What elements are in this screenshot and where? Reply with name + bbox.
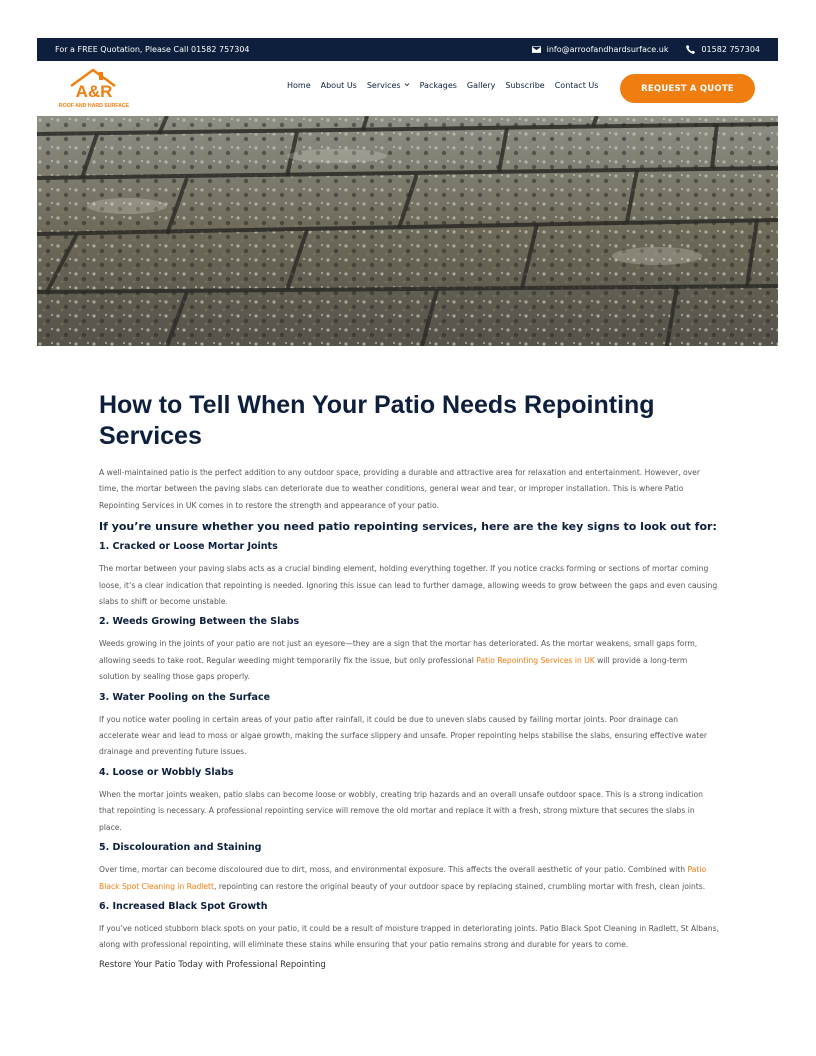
section-text-3: If you notice water pooling in certain areas of your patio after rainfall, it could be due to uneven slabs caused by failing mortar joints. Poor drainage can accelerate wear and lead to moss or algae growth, making the surface slippery and unsafe. Proper repointing helps stabilise the slabs, ensuring effective water drainage and preventing future issues. bbox=[99, 714, 708, 757]
closing-text: Restore Your Patio Today with Professional Repointing bbox=[99, 959, 326, 970]
nav-contact-us[interactable]: Contact Us bbox=[554, 81, 599, 90]
section-text-4: When the mortar joints weaken, patio slabs can become loose or wobbly, creating trip hazards and an overall unsafe outdoor space. This is a strong indication that repointing is necessary. A professional repointing service will remove the old mortar and replace it with a fresh, strong mixture that secures the slabs in place. bbox=[99, 789, 703, 832]
phone-link[interactable]: 01582 757304 bbox=[701, 45, 760, 54]
phone-icon bbox=[686, 45, 695, 54]
nav-packages[interactable]: Packages bbox=[419, 81, 457, 90]
company-logo[interactable] bbox=[55, 66, 133, 110]
main-nav bbox=[287, 81, 598, 90]
section-text-5-after: , repointing can restore the original beauty of your outdoor space by replacing stained, crumbling mortar with fresh, clean joints. bbox=[214, 881, 706, 891]
section-text-2 bbox=[99, 636, 719, 685]
section-text-6: If you’ve noticed stubborn black spots on your patio, it could be a result of moisture trapped in deteriorating joints. Patio Black Spot Cleaning in Radlett, St Albans, along with professional repointing, will eliminate these stains while ensuring that your patio remains strong and durable for years to come. bbox=[99, 923, 719, 950]
section-text-5-before: Over time, mortar can become discoloured due to dirt, moss, and environmental exposure. This affects the overall aesthetic of your patio. Combined with bbox=[99, 865, 688, 875]
hero-patio-image bbox=[37, 116, 778, 346]
section-heading-3: 3. Water Pooling on the Surface bbox=[99, 691, 271, 703]
contact-links bbox=[532, 45, 760, 54]
site-header bbox=[37, 61, 778, 116]
nav-home[interactable]: Home bbox=[287, 81, 311, 90]
repointing-services-link[interactable]: Patio Repointing Services in UK bbox=[476, 655, 595, 665]
article-title: How to Tell When Your Patio Needs Repointing Services bbox=[99, 391, 655, 450]
signs-lead-heading: If you’re unsure whether you need patio repointing services, here are the key signs to look out for: bbox=[99, 520, 717, 534]
section-heading-5: 5. Discolouration and Staining bbox=[99, 842, 262, 854]
chevron-down-icon bbox=[404, 81, 410, 90]
request-quote-button[interactable]: REQUEST A QUOTE bbox=[620, 74, 755, 103]
section-text-2-after: will provide a long-term solution by sealing those gaps properly. bbox=[99, 655, 688, 682]
top-contact-bar bbox=[37, 38, 778, 61]
article bbox=[99, 390, 719, 970]
section-text-1: The mortar between your paving slabs acts as a crucial binding element, holding everything together. If you notice cracks forming or sections of mortar coming loose, it’s a clear indication that repointing is needed. Ignoring this issue can lead to further damage, allowing weeds to grow between the gaps and even causing slabs to shift or become unstable. bbox=[99, 564, 718, 607]
nav-about-us[interactable]: About Us bbox=[320, 81, 357, 90]
email-link[interactable]: info@arroofandhardsurface.uk bbox=[546, 45, 669, 54]
svg-text:ROOF AND HARD SURFACE: ROOF AND HARD SURFACE bbox=[58, 103, 130, 109]
section-heading-2: 2. Weeds Growing Between the Slabs bbox=[99, 616, 300, 628]
section-heading-1: 1. Cracked or Loose Mortar Joints bbox=[99, 541, 278, 553]
nav-services[interactable] bbox=[367, 81, 410, 90]
envelope-icon bbox=[532, 45, 541, 54]
article-intro: A well-maintained patio is the perfect addition to any outdoor space, providing a durable and attractive area for relaxation and entertainment. However, over time, the mortar between the paving slabs can deteriorate due to weather conditions, general wear and tear, or improper installation. This is where Patio Repointing Services in UK comes in to restore the strength and appearance of your patio. bbox=[99, 468, 700, 510]
nav-gallery[interactable]: Gallery bbox=[466, 81, 496, 90]
section-text-2-before: Weeds growing in the joints of your patio are not just an eyesore—they are a sign that the mortar has deteriorated. As the mortar weakens, small gaps form, allowing seeds to take root. Regular weeding might temporarily fix the issue, but only professional bbox=[99, 639, 698, 665]
svg-text:A&R: A&R bbox=[75, 82, 113, 101]
nav-subscribe[interactable]: Subscribe bbox=[505, 81, 545, 90]
free-quote-text: For a FREE Quotation, Please Call 01582 757304 bbox=[55, 45, 250, 54]
nav-services-label: Services bbox=[366, 81, 401, 90]
section-heading-6: 6. Increased Black Spot Growth bbox=[99, 900, 268, 912]
section-heading-4: 4. Loose or Wobbly Slabs bbox=[99, 766, 234, 778]
black-spot-cleaning-link[interactable]: Patio Black Spot Cleaning in Radlett bbox=[99, 865, 707, 891]
section-text-5 bbox=[99, 862, 719, 895]
